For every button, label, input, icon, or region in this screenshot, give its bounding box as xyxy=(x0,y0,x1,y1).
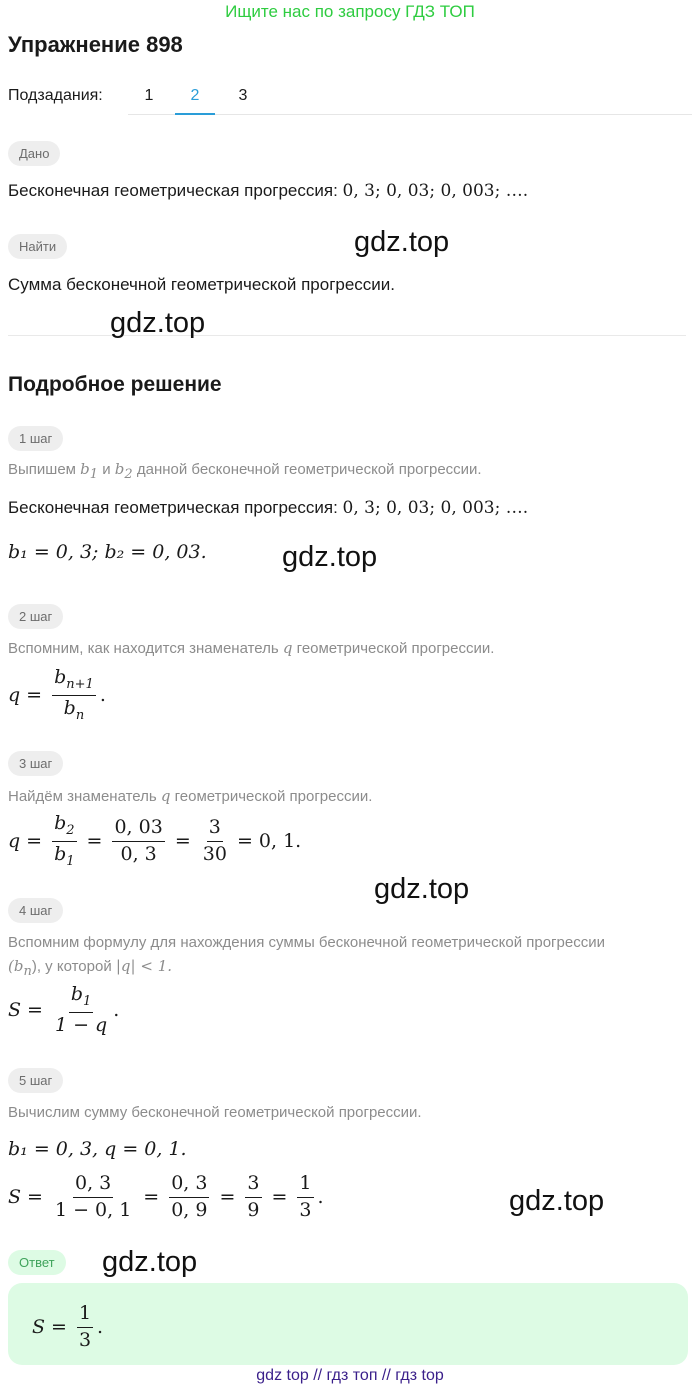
step-4-description-line1: Вспомним формулу для нахождения суммы бесконечной геометрической прогрессии xyxy=(8,934,605,951)
step-5-values: b₁ = 0, 3, q = 0, 1. xyxy=(8,1138,187,1160)
step-4-pill: 4 шаг xyxy=(8,898,63,923)
subtasks-nav xyxy=(8,86,692,116)
step-2-description: Вспомним, как находится знаменатель q геометрической прогрессии. xyxy=(8,639,495,657)
step-4-formula: S = $\frac{b_1}{1 - q}$ . xyxy=(8,983,120,1036)
search-banner: Ищите нас по запросу ГДЗ ТОП xyxy=(225,2,475,21)
page-title: Упражнение 898 xyxy=(8,32,183,57)
subtasks-label: Подзадания: xyxy=(8,87,103,104)
step-2-formula: q = $\frac{b_{n+1}}{b_n}$ . xyxy=(8,666,106,723)
given-sequence: 0, 3; 0, 03; 0, 003; …. xyxy=(342,181,529,201)
subtask-tab-2[interactable]: 2 xyxy=(190,87,200,104)
step-5-formula: S = $\frac{0, 3}{1 - 0, 1}$ = $\frac{0, 3}{0, 9}$ = $\frac{3}{9}$ = $\frac{1}{3}$ . xyxy=(8,1172,324,1221)
watermark: gdz.top xyxy=(110,307,206,339)
step-1-formula: b₁ = 0, 3; b₂ = 0, 03. xyxy=(8,541,207,563)
given-text: Бесконечная геометрическая прогрессия: 0, 3; 0, 03; 0, 003; …. xyxy=(8,181,529,201)
step-1-sequence: 0, 3; 0, 03; 0, 003; …. xyxy=(342,498,529,518)
step-5-pill: 5 шаг xyxy=(8,1068,63,1093)
step-5-description: Вычислим сумму бесконечной геометрической прогрессии. xyxy=(8,1104,422,1121)
watermark: gdz.top xyxy=(282,541,378,573)
find-pill: Найти xyxy=(8,234,67,259)
given-pill: Дано xyxy=(8,141,60,166)
step-3-description: Найдём знаменатель q геометрической прогрессии. xyxy=(8,787,373,805)
watermark: gdz.top xyxy=(354,226,450,258)
watermark: gdz.top xyxy=(374,873,470,905)
subtask-tab-1[interactable]: 1 xyxy=(144,87,154,104)
footer-links: gdz top // гдз топ // гдз top xyxy=(256,1367,444,1384)
answer-box xyxy=(8,1283,688,1365)
answer-formula: S = $\frac{1}{3}$ . xyxy=(32,1302,104,1351)
solution-title: Подробное решение xyxy=(8,373,222,396)
watermark: gdz.top xyxy=(509,1185,605,1217)
watermark: gdz.top xyxy=(102,1246,198,1278)
step-1-pill: 1 шаг xyxy=(8,426,63,451)
subtask-tab-3[interactable]: 3 xyxy=(238,87,248,104)
step-3-formula: q = $\frac{b_2}{b_1}$ = $\frac{0, 03}{0, 3}$ = $\frac{3}{30}$ = 0, 1. xyxy=(8,812,302,869)
step-1-text: Бесконечная геометрическая прогрессия: 0, 3; 0, 03; 0, 003; …. xyxy=(8,498,529,518)
step-3-pill: 3 шаг xyxy=(8,751,63,776)
step-2-pill: 2 шаг xyxy=(8,604,63,629)
answer-pill: Ответ xyxy=(8,1250,66,1275)
find-text: Сумма бесконечной геометрической прогрессии. xyxy=(8,275,396,294)
step-1-description: Выпишем $b_1$ и $b_2$ данной бесконечной геометрической прогрессии. xyxy=(8,460,482,482)
step-4-description-line2: $(b_n)$, у которой |q| < 1. xyxy=(8,957,173,979)
active-tab-indicator xyxy=(175,113,215,115)
